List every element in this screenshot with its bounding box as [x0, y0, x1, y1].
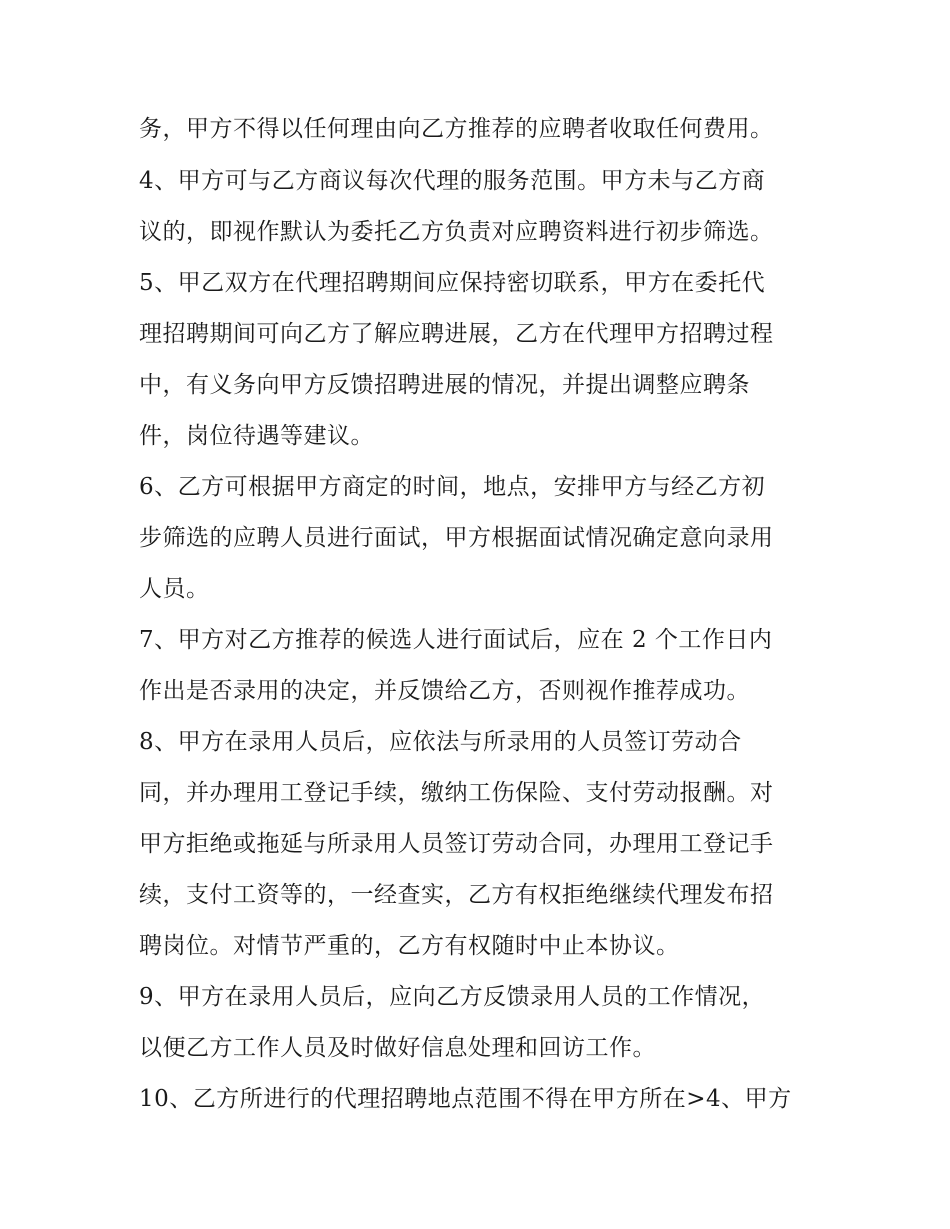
text-line: 件，岗位待遇等建议。 [139, 423, 374, 449]
text-line: 4、甲方可与乙方商议每次代理的服务范围。甲方未与乙方商 [139, 168, 766, 194]
text-line: 议的，即视作默认为委托乙方负责对应聘资料进行初步筛选。 [139, 219, 774, 245]
text-line: 以便乙方工作人员及时做好信息处理和回访工作。 [139, 1035, 656, 1061]
text-line: 9、甲方在录用人员后，应向乙方反馈录用人员的工作情况， [139, 984, 766, 1010]
text-line: 10、乙方所进行的代理招聘地点范围不得在甲方所在>4、甲方 [139, 1086, 792, 1112]
text-line: 甲方拒绝或拖延与所录用人员签订劳动合同，办理用工登记手 [139, 831, 774, 857]
text-line: 作出是否录用的决定，并反馈给乙方，否则视作推荐成功。 [139, 678, 750, 704]
text-line: 5、甲乙双方在代理招聘期间应保持密切联系，甲方在委托代 [139, 270, 766, 296]
text-line: 6、乙方可根据甲方商定的时间，地点，安排甲方与经乙方初 [139, 474, 766, 500]
text-line: 聘岗位。对情节严重的，乙方有权随时中止本协议。 [139, 933, 680, 959]
text-line: 人员。 [139, 576, 210, 602]
text-line: 务，甲方不得以任何理由向乙方推荐的应聘者收取任何费用。 [139, 116, 774, 142]
text-line: 理招聘期间可向乙方了解应聘进展，乙方在代理甲方招聘过程 [139, 321, 774, 347]
text-line: 同，并办理用工登记手续，缴纳工伤保险、支付劳动报酬。对 [139, 780, 774, 806]
text-line: 中，有义务向甲方反馈招聘进展的情况，并提出调整应聘条 [139, 372, 750, 398]
text-line: 8、甲方在录用人员后，应依法与所录用的人员签订劳动合 [139, 729, 742, 755]
text-line: 步筛选的应聘人员进行面试，甲方根据面试情况确定意向录用 [139, 525, 774, 551]
text-line: 7、甲方对乙方推荐的候选人进行面试后，应在 2 个工作日内 [139, 627, 773, 653]
text-line: 续，支付工资等的，一经查实，乙方有权拒绝继续代理发布招 [139, 882, 774, 908]
